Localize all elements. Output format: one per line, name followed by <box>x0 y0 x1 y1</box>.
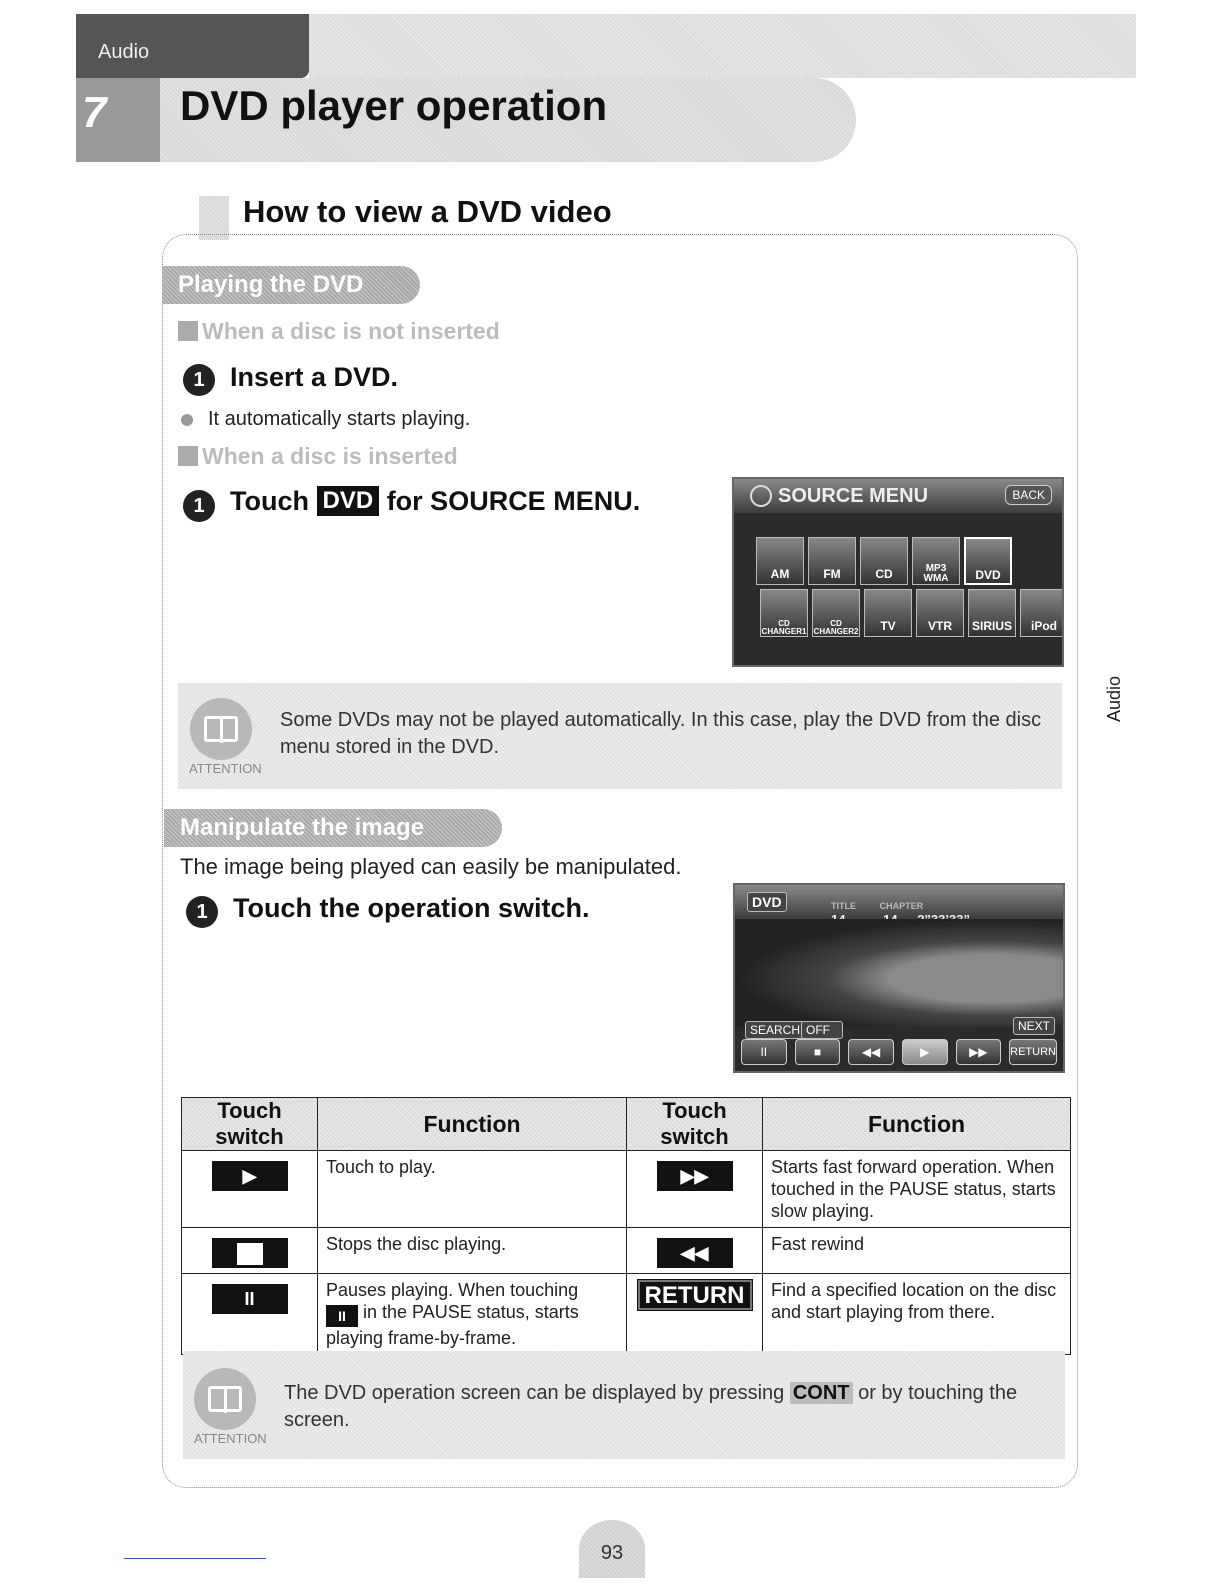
source-sirius-button[interactable]: SIRIUS <box>968 589 1016 637</box>
table-cell: Starts fast forward operation. When touched in the PAUSE status, starts slow playing. <box>763 1151 1071 1228</box>
return-key-cell <box>627 1274 763 1355</box>
ff-key-cell <box>627 1151 763 1228</box>
dvd-status: TITLE CHAPTER <box>831 901 924 911</box>
source-cd-changer1-button[interactable]: CD CHANGER1 <box>760 589 808 637</box>
off-button[interactable]: OFF <box>801 1021 843 1039</box>
attention-text: Some DVDs may not be played automatically. In this case, play the DVD from the disc menu stored in the DVD. <box>280 709 1042 758</box>
dvd-play-screen <box>733 883 1065 1073</box>
stop-key-cell <box>182 1228 318 1274</box>
manipulate-label: Manipulate the image <box>164 809 502 847</box>
section-title: How to view a DVD video <box>243 194 612 229</box>
square-bullet-icon <box>178 446 198 466</box>
disc-icon <box>750 485 772 507</box>
play-key-icon: ▶ <box>212 1161 288 1191</box>
pause-button[interactable]: II <box>741 1039 787 1065</box>
table-row <box>182 1228 1071 1274</box>
source-fm-button[interactable]: FM <box>808 537 856 585</box>
source-ipod-button[interactable]: iPod <box>1020 589 1064 637</box>
section-tab: Audio <box>76 14 309 78</box>
step-insert-dvd: Insert a DVD. <box>230 362 399 392</box>
table-header: Touch switch <box>627 1098 763 1151</box>
attention-text: The DVD operation screen can be displayed by pressing CONT or by touching the screen. <box>284 1382 1018 1431</box>
auto-play-note: It automatically starts playing. <box>208 408 471 430</box>
table-cell: Fast rewind <box>763 1228 1071 1274</box>
table-header-row <box>182 1098 1071 1151</box>
side-tab: Audio <box>1104 675 1124 722</box>
step-touch-switch: Touch the operation switch. <box>233 893 590 923</box>
step-touch-dvd: Touch DVD for SOURCE MENU. <box>230 486 641 516</box>
table-cell: Find a specified location on the disc and start playing from there. <box>763 1274 1071 1355</box>
play-button[interactable]: ▶ <box>902 1039 948 1065</box>
play-key-cell <box>182 1151 318 1228</box>
rewind-button[interactable]: ◀◀ <box>848 1039 894 1065</box>
search-button[interactable]: SEARCH <box>745 1021 805 1039</box>
rewind-key-icon: ◀◀ <box>657 1238 733 1268</box>
subhead-not-inserted: When a disc is not inserted <box>178 318 500 345</box>
page-number: 93 <box>579 1520 645 1578</box>
manipulate-intro: The image being played can easily be manipulated. <box>180 854 682 879</box>
return-key-icon: RETURN <box>638 1280 752 1310</box>
step-number: 1 <box>183 364 215 396</box>
source-row-2 <box>760 589 1064 637</box>
bullet-icon <box>181 414 193 426</box>
table-header: Function <box>318 1098 627 1151</box>
stop-button[interactable]: ■ <box>795 1039 841 1065</box>
table-cell: Pauses playing. When touching II in the PAUSE status, starts playing frame-by-frame. <box>318 1274 627 1355</box>
page-title: DVD player operation <box>180 82 608 129</box>
attention-label: ATTENTION <box>189 761 262 776</box>
table-header: Function <box>763 1098 1071 1151</box>
chapter-number: 7 <box>76 78 160 162</box>
table-row <box>182 1151 1071 1228</box>
next-button[interactable]: NEXT <box>1013 1017 1055 1035</box>
source-am-button[interactable]: AM <box>756 537 804 585</box>
table-cell: Stops the disc playing. <box>318 1228 627 1274</box>
step-number: 1 <box>186 896 218 928</box>
source-dvd-button[interactable]: DVD <box>964 537 1012 585</box>
return-button[interactable]: RETURN <box>1009 1039 1057 1065</box>
table-cell: Touch to play. <box>318 1151 627 1228</box>
source-menu-screen <box>732 477 1064 667</box>
cont-key: CONT <box>790 1382 853 1404</box>
pause-key-icon: II <box>212 1284 288 1314</box>
step-number: 1 <box>183 490 215 522</box>
attention-label: ATTENTION <box>194 1431 267 1446</box>
book-icon <box>194 1368 256 1430</box>
subhead-inserted: When a disc is inserted <box>178 443 458 470</box>
pause-key-cell <box>182 1274 318 1355</box>
source-cd-button[interactable]: CD <box>860 537 908 585</box>
source-menu-title: SOURCE MENU <box>778 485 929 507</box>
square-bullet-icon <box>178 321 198 341</box>
control-row <box>741 1039 1057 1065</box>
source-mp3-button[interactable]: MP3 WMA <box>912 537 960 585</box>
source-tv-button[interactable]: TV <box>864 589 912 637</box>
dvd-key: DVD <box>317 486 380 516</box>
pause-inline-icon: II <box>326 1305 358 1327</box>
header-band-top <box>309 14 1136 78</box>
table-header: Touch switch <box>182 1098 318 1151</box>
footer-line <box>124 1558 266 1559</box>
playing-label: Playing the DVD <box>162 266 420 304</box>
fast-forward-button[interactable]: ▶▶ <box>956 1039 1002 1065</box>
video-scene <box>735 919 1063 1027</box>
fast-forward-key-icon: ▶▶ <box>657 1161 733 1191</box>
table-row <box>182 1274 1071 1355</box>
stop-key-icon <box>212 1238 288 1268</box>
source-cd-changer2-button[interactable]: CD CHANGER2 <box>812 589 860 637</box>
dvd-source-button[interactable]: DVD <box>747 892 787 912</box>
function-table <box>181 1097 1071 1355</box>
book-icon <box>190 698 252 760</box>
rewind-key-cell <box>627 1228 763 1274</box>
source-row-1 <box>756 537 1012 585</box>
back-button[interactable]: BACK <box>1005 485 1052 505</box>
source-vtr-button[interactable]: VTR <box>916 589 964 637</box>
